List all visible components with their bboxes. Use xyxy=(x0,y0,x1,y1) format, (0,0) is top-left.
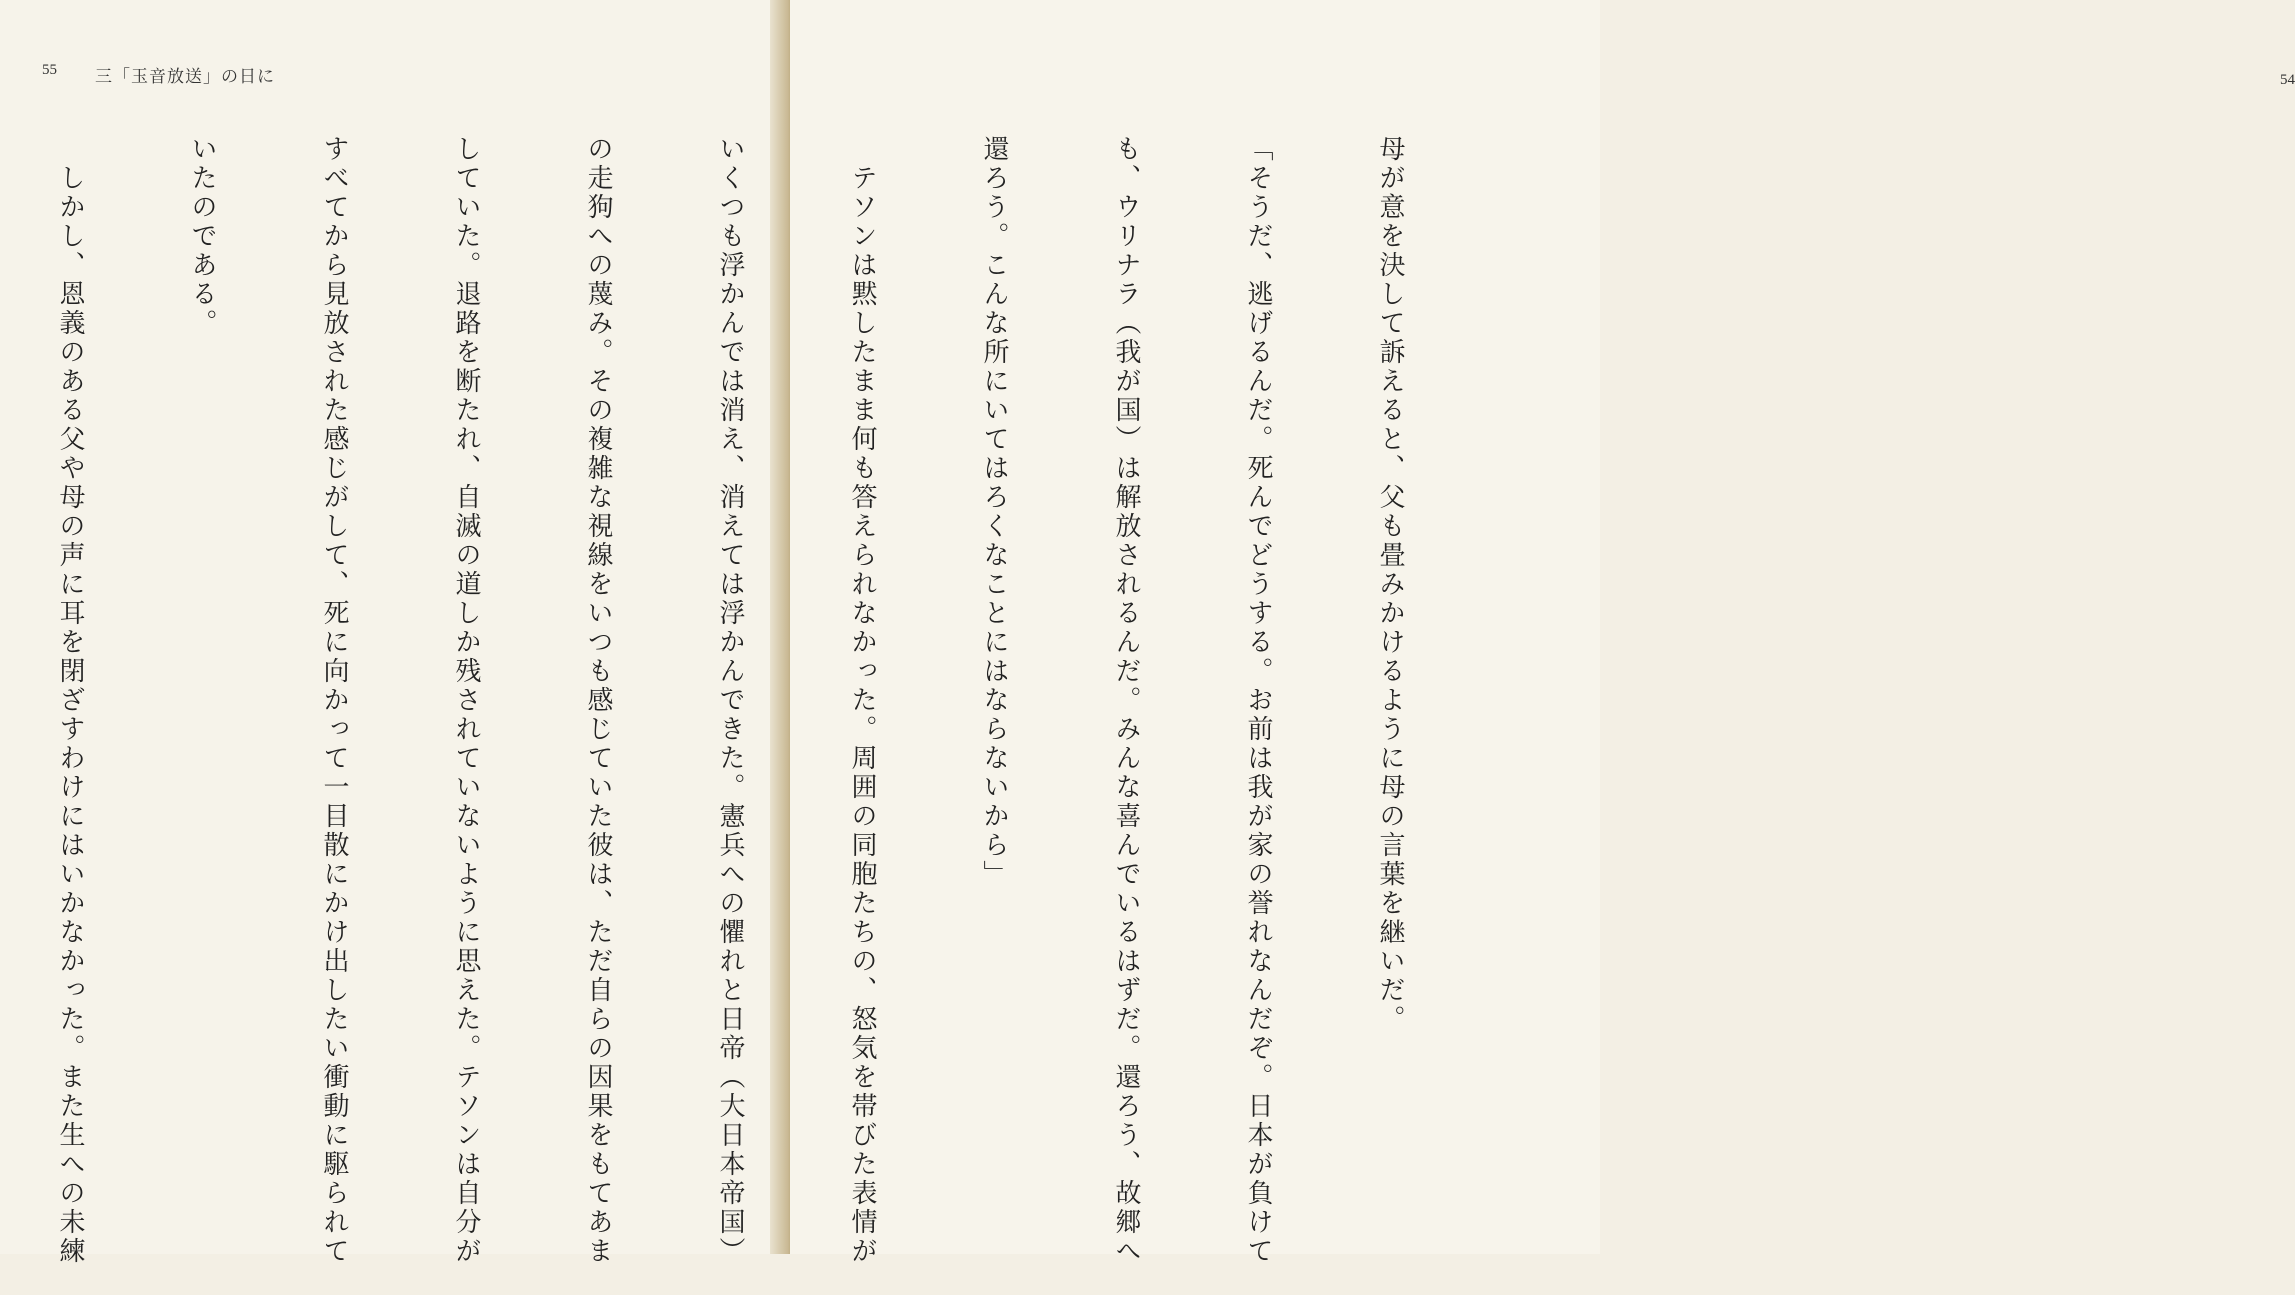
page-number-right: 54 xyxy=(2280,72,2295,88)
text-line: しかし、恩義のある父や母の声に耳を閉ざすわけにはいかなかった。また生への未練 xyxy=(55,135,85,1266)
page-number-left: 55 xyxy=(42,62,57,78)
text-line: すべてから見放された感じがして、死に向かって一目散にかけ出したい衝動に駆られて xyxy=(319,135,349,1266)
text-line: いくつも浮かんでは消え、消えては浮かんできた。憲兵への懼れと日帝（大日本帝国） xyxy=(715,135,745,1266)
running-head: 三「玉音放送」の日に xyxy=(95,67,275,87)
text-line: も、ウリナラ（我が国）は解放されるんだ。みんな喜んでいるはずだ。還ろう、故郷へ xyxy=(1111,135,1141,1266)
text-line: の走狗への蔑み。その複雑な視線をいつも感じていた彼は、ただ自らの因果をもてあま xyxy=(583,135,613,1266)
text-line: いたのである。 xyxy=(187,135,217,338)
text-line: テソンは黙したまま何も答えられなかった。周囲の同胞たちの、怒気を帯びた表情が xyxy=(847,135,877,1266)
text-line: 還ろう。こんな所にいてはろくなことにはならないから」 xyxy=(979,135,1009,889)
text-line: していた。退路を断たれ、自滅の道しか残されていないように思えた。テソンは自分が xyxy=(451,135,481,1266)
text-line: 母が意を決して訴えると、父も畳みかけるように母の言葉を継いだ。 xyxy=(1375,135,1405,1034)
text-line: 「そうだ、逃げるんだ。死んでどうする。お前は我が家の誉れなんだぞ。日本が負けて xyxy=(1243,135,1273,1266)
right-body-text xyxy=(55,135,1500,1266)
